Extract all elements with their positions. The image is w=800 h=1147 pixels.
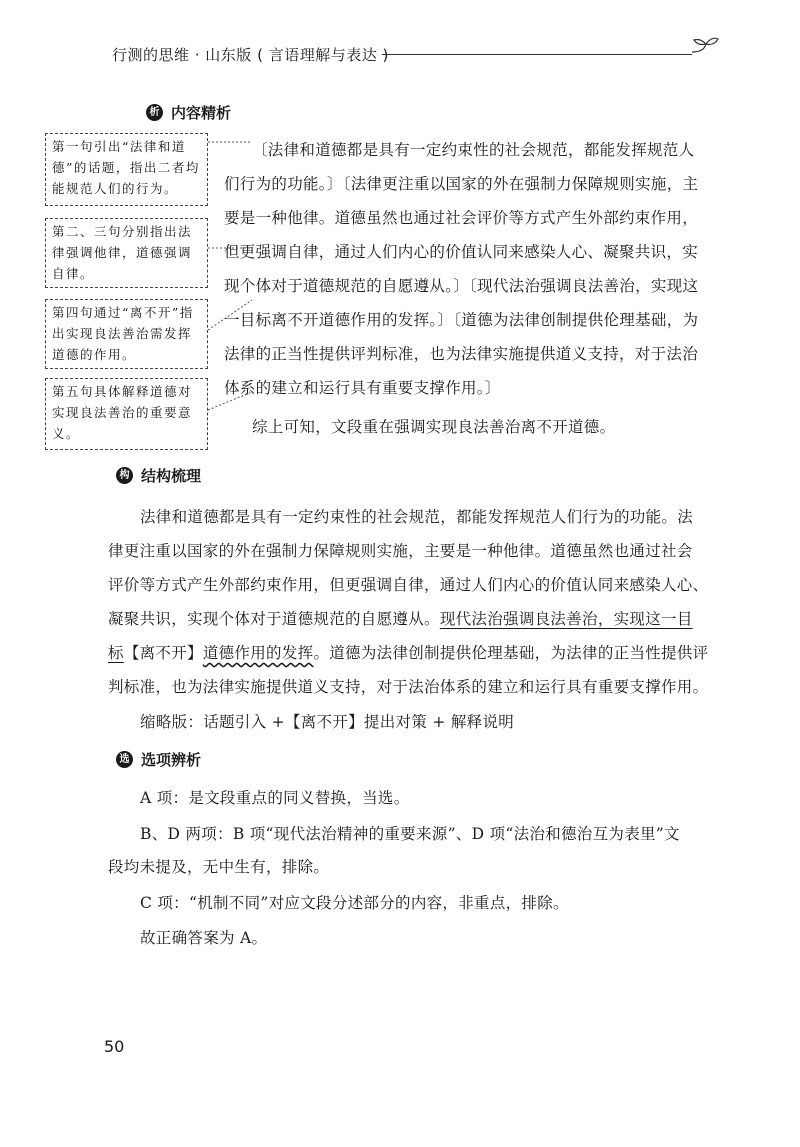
analysis-conclusion: 综上可知，文段重在强调实现良法善治离不开道德。	[252, 418, 616, 436]
margin-note-1: 第一句引出“法律和道德”的话题，指出二者均能规范人们的行为。	[45, 133, 208, 206]
options-heading	[116, 749, 201, 770]
structure-text: 。道德为法律创制提供伦理基础，为法律的正当性提供评	[313, 644, 709, 662]
page-number: 50	[104, 1037, 125, 1056]
running-header	[112, 42, 717, 68]
structure-line: 律更注重以国家的外在强制力保障规则实施，主要是一种他律。道德虽然也通过社会	[108, 542, 693, 560]
analysis-heading	[146, 102, 231, 123]
underlined-countermeasure: 现代法治强调良法善治，实现这一目	[439, 610, 693, 628]
option-c: C 项：“机制不同”对应文段分述部分的内容，非重点，排除。	[140, 894, 569, 912]
analysis-line: 体系的建立和运行具有重要支撑作用。〕	[224, 379, 501, 397]
margin-note-3: 第四句通过“离不开”指出实现良法善治需发挥道德的作用。	[45, 299, 208, 369]
analysis-line: 一目标离不开道德作用的发挥。〕〔道德为法律创制提供伦理基础，为	[224, 311, 699, 329]
option-a: A 项：是文段重点的同义替换，当选。	[140, 789, 410, 807]
keyword-marker: 【离不开】	[123, 644, 203, 662]
underlined-countermeasure: 道德作用的发挥	[202, 644, 314, 662]
analysis-line: 法律的正当性提供评判标准，也为法律实施提供道义支持，对于法治	[224, 345, 699, 363]
option-bd-cont: 段均未提及，无中生有，排除。	[108, 858, 330, 876]
structure-line	[108, 641, 708, 663]
structure-heading-text: 结构梳理	[141, 467, 202, 485]
structure-line: 法律和道德都是具有一定约束性的社会规范，都能发挥规范人们行为的功能。法	[140, 508, 694, 526]
margin-note-4: 第五句具体解释道德对实现良法善治的重要意义。	[45, 378, 208, 450]
structure-heading	[116, 465, 201, 486]
sprout-icon	[690, 36, 720, 60]
analysis-line: 现个体对于道德规范的自愿遵从。〕〔现代法治强调良法善治，实现这	[224, 277, 699, 295]
analysis-heading-text: 内容精析	[171, 104, 232, 122]
analysis-line: 要是一种他律。道德虽然也通过社会评价等方式产生外部约束作用，	[224, 209, 699, 227]
answer: 故正确答案为 A。	[140, 929, 268, 947]
section-badge: 构	[116, 467, 133, 484]
header-rule	[382, 54, 692, 55]
structure-line: 判标准，也为法律实施提供道义支持，对于法治体系的建立和运行具有重要支撑作用。	[108, 678, 709, 696]
underlined-countermeasure: 标	[108, 644, 124, 662]
structure-line	[108, 607, 693, 629]
option-bd: B、D 两项：B 项“现代法治精神的重要来源”、D 项“法治和德治互为表里”文	[140, 825, 680, 843]
section-badge: 选	[116, 751, 133, 768]
book-title: 行测的思维 · 山东版 ( 言语理解与表达 )	[112, 46, 389, 64]
section-badge: 析	[146, 104, 163, 121]
margin-note-2: 第二、三句分别指出法律强调他律，道德强调自律。	[45, 218, 208, 288]
structure-line: 评价等方式产生外部约束作用，但更强调自律，通过人们内心的价值认同来感染人心、	[108, 576, 709, 594]
options-heading-text: 选项辨析	[141, 751, 202, 769]
structure-summary: 缩略版：话题引入 +【离不开】提出对策 + 解释说明	[140, 713, 515, 731]
analysis-line: 们行为的功能。〕〔法律更注重以国家的外在强制力保障规则实施，主	[224, 175, 699, 193]
analysis-line: 〔法律和道德都是具有一定约束性的社会规范，都能发挥规范人	[252, 141, 695, 159]
structure-text: 凝聚共识，实现个体对于道德规范的自愿遵从。	[108, 610, 440, 628]
analysis-line: 但更强调自律，通过人们内心的价值认同来感染人心、凝聚共识，实	[224, 243, 699, 261]
